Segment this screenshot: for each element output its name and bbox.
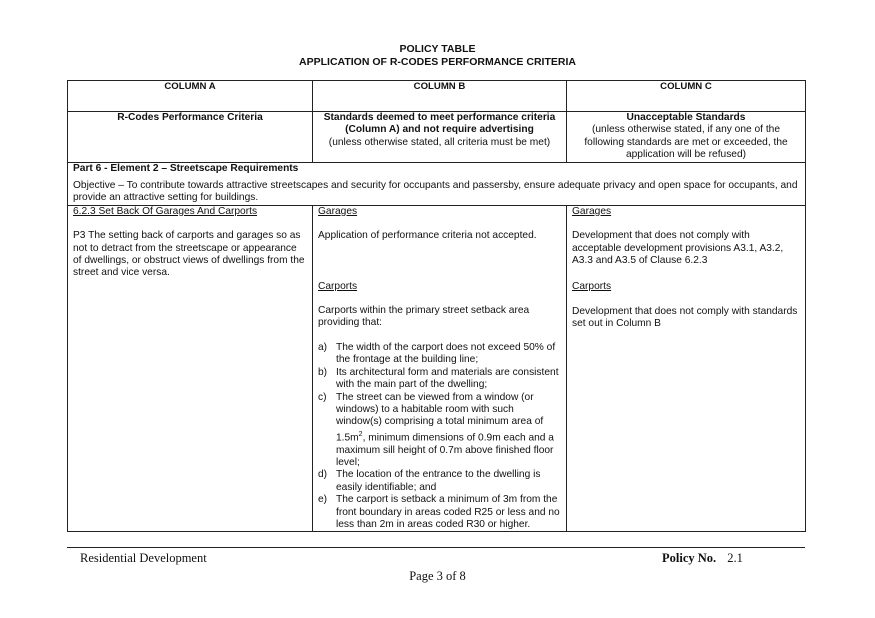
column-c-subheader-note: (unless otherwise stated, if any one of the following standards are met or exceeded, the application will be refused): [584, 124, 788, 161]
list-item-text-part: , minimum dimensions of 0.9m each and a maximum sill height of 0.7m above finished floor level;: [336, 432, 554, 468]
list-item: [318, 342, 561, 367]
performance-criteria-text: P3 The setting back of carports and garages so as not to detract from the streetscape or appearance of dwellings, or obstruct views of dwellings from the street and vice versa.: [73, 230, 305, 279]
policy-label: Policy No.: [662, 551, 717, 565]
list-item-marker: c): [318, 391, 327, 403]
column-c-cell: [567, 205, 806, 532]
list-item: [318, 367, 561, 392]
garages-heading-b: Garages: [318, 205, 358, 217]
carports-heading-c: Carports: [572, 281, 612, 293]
column-c-subheader: [567, 112, 806, 163]
carports-heading-b: Carports: [318, 280, 358, 292]
column-c-header: COLUMN C: [567, 81, 806, 112]
list-item-marker: b): [318, 366, 328, 378]
list-item: [318, 469, 561, 494]
footer-left: Residential Development: [80, 551, 207, 565]
column-c-subheader-title: Unacceptable Standards: [626, 112, 746, 123]
part-row: [68, 162, 806, 205]
column-b-header: COLUMN B: [313, 81, 567, 112]
column-b-subheader-title: Standards deemed to meet performance criteria (Column A) and not require advertising: [323, 112, 556, 136]
list-item-text: The carport is setback a minimum of 3m from the front boundary in areas coded R25 or less and no less than 2m in areas coded R30 or higher.: [336, 494, 560, 530]
column-b-cell: [313, 205, 567, 532]
carport-conditions-list: [318, 342, 561, 531]
garages-heading-c: Garages: [572, 205, 612, 217]
carports-text-c: Development that does not comply with standards set out in Column B: [572, 305, 798, 330]
column-header-row: [68, 81, 806, 112]
list-item-marker: d): [318, 469, 328, 481]
clause-heading: 6.2.3 Set Back Of Garages And Carports: [73, 205, 258, 217]
column-subheader-row: [68, 112, 806, 163]
carports-intro: Carports within the primary street setback area providing that:: [318, 305, 530, 329]
part-cell: [68, 162, 806, 205]
policy-table: [67, 80, 806, 532]
column-a-cell: [68, 205, 313, 532]
footer-divider: [67, 547, 805, 548]
list-item-text: The location of the entrance to the dwelling is easily identifiable; and: [336, 469, 541, 493]
garages-text-b: Application of performance criteria not accepted.: [318, 230, 537, 242]
list-item-text: [336, 392, 561, 470]
part-objective: Objective – To contribute towards attractive streetscapes and security for occupants and passersby, ensure adequate privacy and open space for occupants, and provide an attractive setting for buildings.: [73, 180, 798, 204]
policy-number: 2.1: [727, 551, 743, 565]
page-number: Page 3 of 8: [409, 569, 466, 583]
column-b-subheader-note: (unless otherwise stated, all criteria must be met): [328, 136, 551, 148]
list-item: [318, 494, 561, 531]
list-item-text: Its architectural form and materials are consistent with the main part of the dwelling;: [336, 366, 559, 391]
footer-policy: [662, 551, 743, 566]
column-a-header: COLUMN A: [68, 81, 313, 112]
list-item-text: The width of the carport does not exceed 50% of the frontage at the building line;: [336, 341, 556, 366]
column-b-subheader: [313, 112, 567, 163]
part-heading: Part 6 - Element 2 – Streetscape Requirements: [73, 162, 299, 174]
superscript: 2: [358, 430, 363, 438]
document-subtitle: APPLICATION OF R-CODES PERFORMANCE CRITERIA: [299, 56, 576, 68]
list-item-text-part: The street can be viewed from a window (or windows) to a habitable room with such window(s) comprising a total minimum area of 1.5m: [336, 391, 544, 444]
column-a-subheader: R-Codes Performance Criteria: [68, 112, 313, 163]
list-item-marker: e): [318, 494, 328, 506]
list-item-marker: a): [318, 341, 328, 353]
document-title: POLICY TABLE: [399, 43, 476, 55]
list-item: [318, 392, 561, 470]
garages-text-c: Development that does not comply with acceptable development provisions A3.1, A3.2, A3.3 and A3.5 of Clause 6.2.3: [572, 230, 784, 267]
criteria-row: [68, 205, 806, 532]
